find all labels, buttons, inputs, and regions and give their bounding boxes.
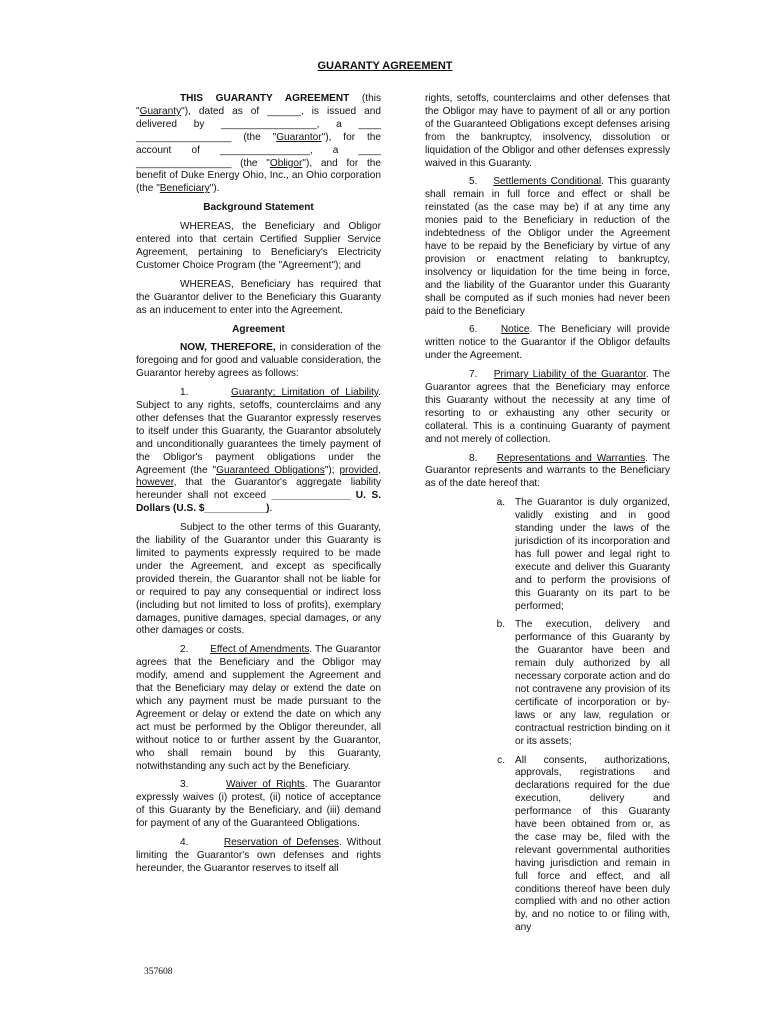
section-3 xyxy=(136,779,381,831)
section-2 xyxy=(136,644,381,773)
section-1-text-a: . Subject to any rights, setoffs, counterclaims and any other defenses that the Guarantor expressly reserves to itself under this Guaranty, the Guarantor absolutely and unconditionally guarantees the timely payment of the Obligor's payment obligations under the Agreement (the " xyxy=(136,387,381,476)
liability-amount: ______________ U. S. Dollars (U.S. $___________) xyxy=(136,490,381,515)
subitem-b xyxy=(425,619,670,748)
subitem-b-label: b. xyxy=(496,619,505,631)
document-id-footer: 357608 xyxy=(144,967,173,977)
section-4-heading: Reservation of Defenses xyxy=(223,837,339,849)
term-beneficiary: Beneficiary xyxy=(159,183,210,195)
subitem-a-text: The Guarantor is duly organized, validly existing and in good standing under the laws of the jurisdiction of its incorporation and has full power and legal right to execute and deliver this Guaranty and to perform the provisions of this Guaranty on its part to be performed; xyxy=(515,497,670,612)
section-5 xyxy=(425,176,670,318)
intro-text-a: (this " xyxy=(136,93,381,117)
section-1-paragraph-2: Subject to the other terms of this Guaranty, the liability of the Guarantor under this Guaranty is limited to payments expressly required to be made under the Agreement, and except as specifically provided therein, the Guarantor shall not be liable for or required to pay any consequential or indirect loss (including but not limited to loss of profits), exemplary damages, punitive damages, special damages, or any other damages or costs. xyxy=(136,522,381,637)
section-1-text-e: . xyxy=(269,503,273,515)
section-2-heading: Effect of Amendments xyxy=(210,644,310,656)
section-7-heading: Primary Liability of the Guarantor xyxy=(493,369,646,381)
whereas-paragraph-1: WHEREAS, the Beneficiary and Obligor entered into that certain Certified Supplier Service Agreement, pertaining to Beneficiary's Electricity Customer Choice Program (the "Agreement"); and xyxy=(136,221,381,271)
now-therefore-lead: NOW, THEREFORE, xyxy=(180,342,276,354)
term-guarantor: Guarantor xyxy=(276,131,322,143)
section-6-heading: Notice xyxy=(500,324,530,336)
section-4-number: 4. xyxy=(180,837,189,849)
whereas-paragraph-2: WHEREAS, Beneficiary has required that the Guarantor deliver to the Beneficiary this Guaranty as an inducement to enter into the Agreement. xyxy=(136,278,381,316)
section-7-text: . The Guarantor agrees that the Beneficiary may enforce this Guaranty without the necessity at any time of resorting to or exhausting any other security or collateral. This is a continuing Guaranty of payment and not merely of collection. xyxy=(425,369,670,445)
section-1-number: 1. xyxy=(180,387,189,399)
right-column xyxy=(425,93,670,941)
term-obligor: Obligor xyxy=(269,157,303,169)
section-8-number: 8. xyxy=(469,452,478,464)
section-3-text: . The Guarantor expressly waives (i) protest, (ii) notice of acceptance of this Guaranty by the Beneficiary, and (iii) demand for payment of any of the Guaranteed Obligations. xyxy=(136,779,381,830)
intro-text-e: "). xyxy=(209,183,220,195)
left-column xyxy=(136,93,381,882)
intro-lead: THIS GUARANTY AGREEMENT xyxy=(180,93,350,104)
intro-text-b: "), dated as of ______, is issued and delivered by _________________, a ____ _________________ (the " xyxy=(136,105,381,143)
subitem-c xyxy=(425,755,670,936)
section-6 xyxy=(425,324,670,363)
term-guaranteed-obligations: Guaranteed Obligations xyxy=(216,464,325,476)
section-1-text-d: , that the Guarantor's aggregate liability hereunder shall not exceed xyxy=(136,477,381,502)
section-2-number: 2. xyxy=(180,644,189,656)
section-7 xyxy=(425,369,670,446)
document-title: GUARANTY AGREEMENT xyxy=(317,60,453,72)
term-however: however xyxy=(136,477,174,489)
intro-text-c: "), for the account of ________________, a ____ _________________ (the " xyxy=(136,131,381,169)
agreement-heading: Agreement xyxy=(232,323,285,335)
background-heading: Background Statement xyxy=(203,202,314,214)
subitem-c-label: c. xyxy=(497,754,505,766)
section-1 xyxy=(136,387,381,516)
section-4 xyxy=(136,837,381,876)
subitem-c-text: All consents, authorizations, approvals, registrations and declarations required for the due execution, delivery and performance of this Guaranty have been obtained from or, as the case may be, filed with the relevant governmental authorities having jurisdiction and remain in full force and effect, and all conditions thereof have been duly complied with and no other action by, and no notice to or filing with, any xyxy=(515,754,670,934)
now-therefore-paragraph xyxy=(136,342,381,381)
section-5-number: 5. xyxy=(469,176,478,188)
section-5-heading: Settlements Conditional xyxy=(493,176,602,188)
term-provided: provided xyxy=(339,464,379,476)
now-therefore-text: in consideration of the foregoing and for good and valuable consideration, the Guarantor hereby agrees as follows: xyxy=(136,342,381,380)
section-2-text: . The Guarantor agrees that the Beneficiary and the Obligor may modify, amend and supplement the Agreement and that the Beneficiary may delay or extend the date on which any payment must be made pursuant to the Agreement or delay or extend the date on which any act must be performed by the Obligor thereunder, all without notice to or further assent by the Guarantor, who shall remain bound by this Guaranty, notwithstanding any such act by the Beneficiary. xyxy=(136,644,381,772)
intro-text-d: "), and for the benefit of Duke Energy Ohio, Inc., an Ohio corporation (the " xyxy=(136,157,381,195)
term-guaranty: Guaranty xyxy=(139,105,182,117)
section-6-text: . The Beneficiary will provide written notice to the Guarantor if the Obligor defaults under the Agreement. xyxy=(425,324,670,362)
section-8 xyxy=(425,453,670,492)
subitem-a-label: a. xyxy=(496,497,505,509)
section-3-heading: Waiver of Rights xyxy=(226,779,305,791)
section-4-text: . Without limiting the Guarantor's own defenses and rights hereunder, the Guarantor reserves to itself all xyxy=(136,837,381,874)
section-4-continued: rights, setoffs, counterclaims and other defenses that the Obligor may have to payment of all or any portion of the Guaranteed Obligations except defenses arising from the bankruptcy, insolvency, dissolution or liquidation of the Obligor and other defenses expressly waived in this Guaranty. xyxy=(425,93,670,169)
section-8-heading: Representations and Warranties xyxy=(496,452,646,464)
section-1-heading: Guaranty; Limitation of Liability xyxy=(231,387,379,399)
section-7-number: 7. xyxy=(469,369,478,381)
intro-paragraph xyxy=(136,93,381,196)
section-5-text: . This guaranty shall remain in full force and effect or shall be reinstated (as the case may be) if at any time any monies paid to the Beneficiary in reduction of the indebtedness of the Obligor under the Agreement have to be repaid by the Beneficiary by virtue of any provision or enactment relating to bankruptcy, insolvency or liquidation for the time being in force, and the liability of the Guarantor under this Guaranty shall be computed as if such monies had never been paid to the Beneficiary xyxy=(425,176,671,317)
section-1-text-b: "); xyxy=(324,464,340,476)
section-8-text: . The Guarantor represents and warrants to the Beneficiary as of the date hereof that: xyxy=(425,452,670,490)
section-1-text-c: , xyxy=(378,464,381,476)
section-3-number: 3. xyxy=(180,779,189,791)
subitem-a xyxy=(425,497,670,613)
subitem-b-text: The execution, delivery and performance of this Guaranty by the Guarantor have been and remain duly authorized by all necessary corporate action and do not contravene any provision of its certificate of incorporation or by-laws or any law, regulation or contractual restriction binding on it or its assets; xyxy=(515,619,670,747)
section-6-number: 6. xyxy=(469,324,478,336)
